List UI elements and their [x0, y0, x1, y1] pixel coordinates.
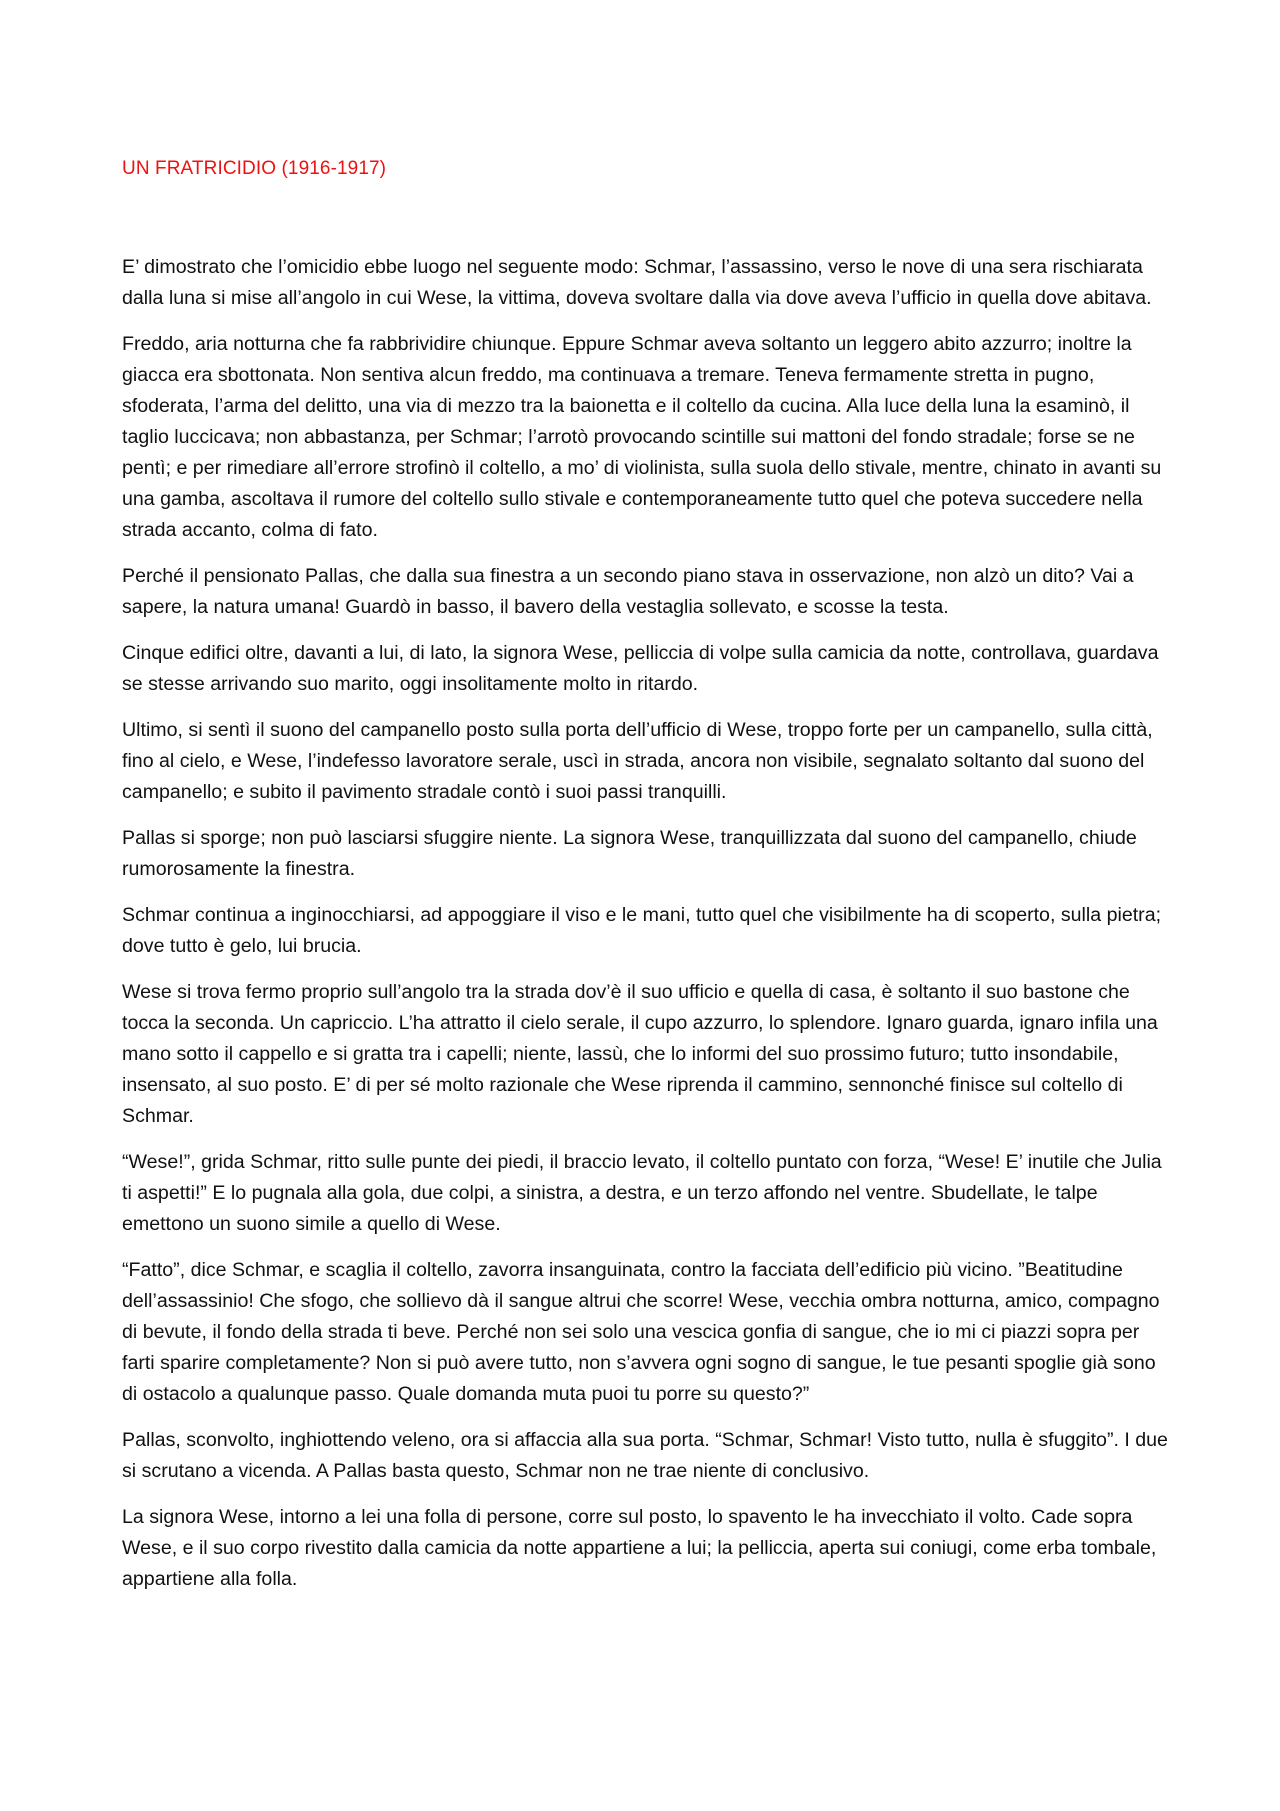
paragraph: E’ dimostrato che l’omicidio ebbe luogo nel seguente modo: Schmar, l’assassino, verso le nove di una sera rischiarata dalla luna si mise all’angolo in cui Wese, la vittima, doveva svoltare dalla via dove aveva l’ufficio in quella dove abitava. [122, 256, 1152, 309]
paragraph: Perché il pensionato Pallas, che dalla sua finestra a un secondo piano stava in osservazione, non alzò un dito? Vai a sapere, la natura umana! Guardò in basso, il bavero della vestaglia sollevato, e scosse la testa. [122, 565, 1134, 618]
document-body [122, 252, 1168, 1610]
paragraph: Ultimo, si sentì il suono del campanello posto sulla porta dell’ufficio di Wese, troppo forte per un campanello, sulla città, fino al cielo, e Wese, l’indefesso lavoratore serale, uscì in strada, ancora non visibile, segnalato soltanto dal suono del campanello; e subito il pavimento stradale contò i suoi passi tranquilli. [122, 719, 1153, 803]
paragraph: “Wese!”, grida Schmar, ritto sulle punte dei piedi, il braccio levato, il coltello puntato con forza, “Wese! E’ inutile che Julia ti aspetti!” E lo pugnala alla gola, due colpi, a sinistra, a destra, e un terzo affondo nel ventre. Sbudellate, le talpe emettono un suono simile a quello di Wese. [122, 1151, 1162, 1235]
paragraph: Pallas, sconvolto, inghiottendo veleno, ora si affaccia alla sua porta. “Schmar, Schmar! Visto tutto, nulla è sfuggito”. I due si scrutano a vicenda. A Pallas basta questo, Schmar non ne trae niente di conclusivo. [122, 1429, 1168, 1482]
paragraph: Schmar continua a inginocchiarsi, ad appoggiare il viso e le mani, tutto quel che visibilmente ha di scoperto, sulla pietra; dove tutto è gelo, lui brucia. [122, 904, 1162, 957]
paragraph: Freddo, aria notturna che fa rabbrividire chiunque. Eppure Schmar aveva soltanto un leggero abito azzurro; inoltre la giacca era sbottonata. Non sentiva alcun freddo, ma continuava a tremare. Teneva fermamente stretta in pugno, sfoderata, l’arma del delitto, una via di mezzo tra la baionetta e il coltello da cucina. Alla luce della luna la esaminò, il taglio luccicava; non abbastanza, per Schmar; l’arrotò provocando scintille sui mattoni del fondo stradale; forse se ne pentì; e per rimediare all’errore strofinò il coltello, a mo’ di violinista, sulla suola dello stivale, mentre, chinato in avanti su una gamba, ascoltava il rumore del coltello sullo stivale e contemporaneamente tutto quel che poteva succedere nella strada accanto, colma di fato. [122, 333, 1162, 541]
paragraph: Cinque edifici oltre, davanti a lui, di lato, la signora Wese, pelliccia di volpe sulla camicia da notte, controllava, guardava se stesse arrivando suo marito, oggi insolitamente molto in ritardo. [122, 642, 1159, 695]
document-title: UN FRATRICIDIO (1916-1917) [122, 158, 387, 179]
paragraph: Wese si trova fermo proprio sull’angolo tra la strada dov’è il suo ufficio e quella di casa, è soltanto il suo bastone che tocca la seconda. Un capriccio. L’ha attratto il cielo serale, il cupo azzurro, lo splendore. Ignaro guarda, ignaro infila una mano sotto il cappello e si gratta tra i capelli; niente, lassù, che lo informi del suo prossimo futuro; tutto insondabile, insensato, al suo posto. E’ di per sé molto razionale che Wese riprenda il cammino, sennonché finisce sul coltello di Schmar. [122, 981, 1158, 1127]
paragraph: La signora Wese, intorno a lei una folla di persone, corre sul posto, lo spavento le ha invecchiato il volto. Cade sopra Wese, e il suo corpo rivestito dalla camicia da notte appartiene a lui; la pelliccia, aperta sui coniugi, come erba tombale, appartiene alla folla. [122, 1506, 1157, 1590]
paragraph: Pallas si sporge; non può lasciarsi sfuggire niente. La signora Wese, tranquillizzata dal suono del campanello, chiude rumorosamente la finestra. [122, 827, 1137, 880]
paragraph: “Fatto”, dice Schmar, e scaglia il coltello, zavorra insanguinata, contro la facciata dell’edificio più vicino. ”Beatitudine dell’assassinio! Che sfogo, che sollievo dà il sangue altrui che scorre! Wese, vecchia ombra notturna, amico, compagno di bevute, il fondo della strada ti beve. Perché non sei solo una vescica gonfia di sangue, che io mi ci piazzi sopra per farti sparire completamente? Non si può avere tutto, non s’avvera ogni sogno di sangue, le tue pesanti spoglie già sono di ostacolo a qualunque passo. Quale domanda muta puoi tu porre su questo?” [122, 1259, 1160, 1405]
